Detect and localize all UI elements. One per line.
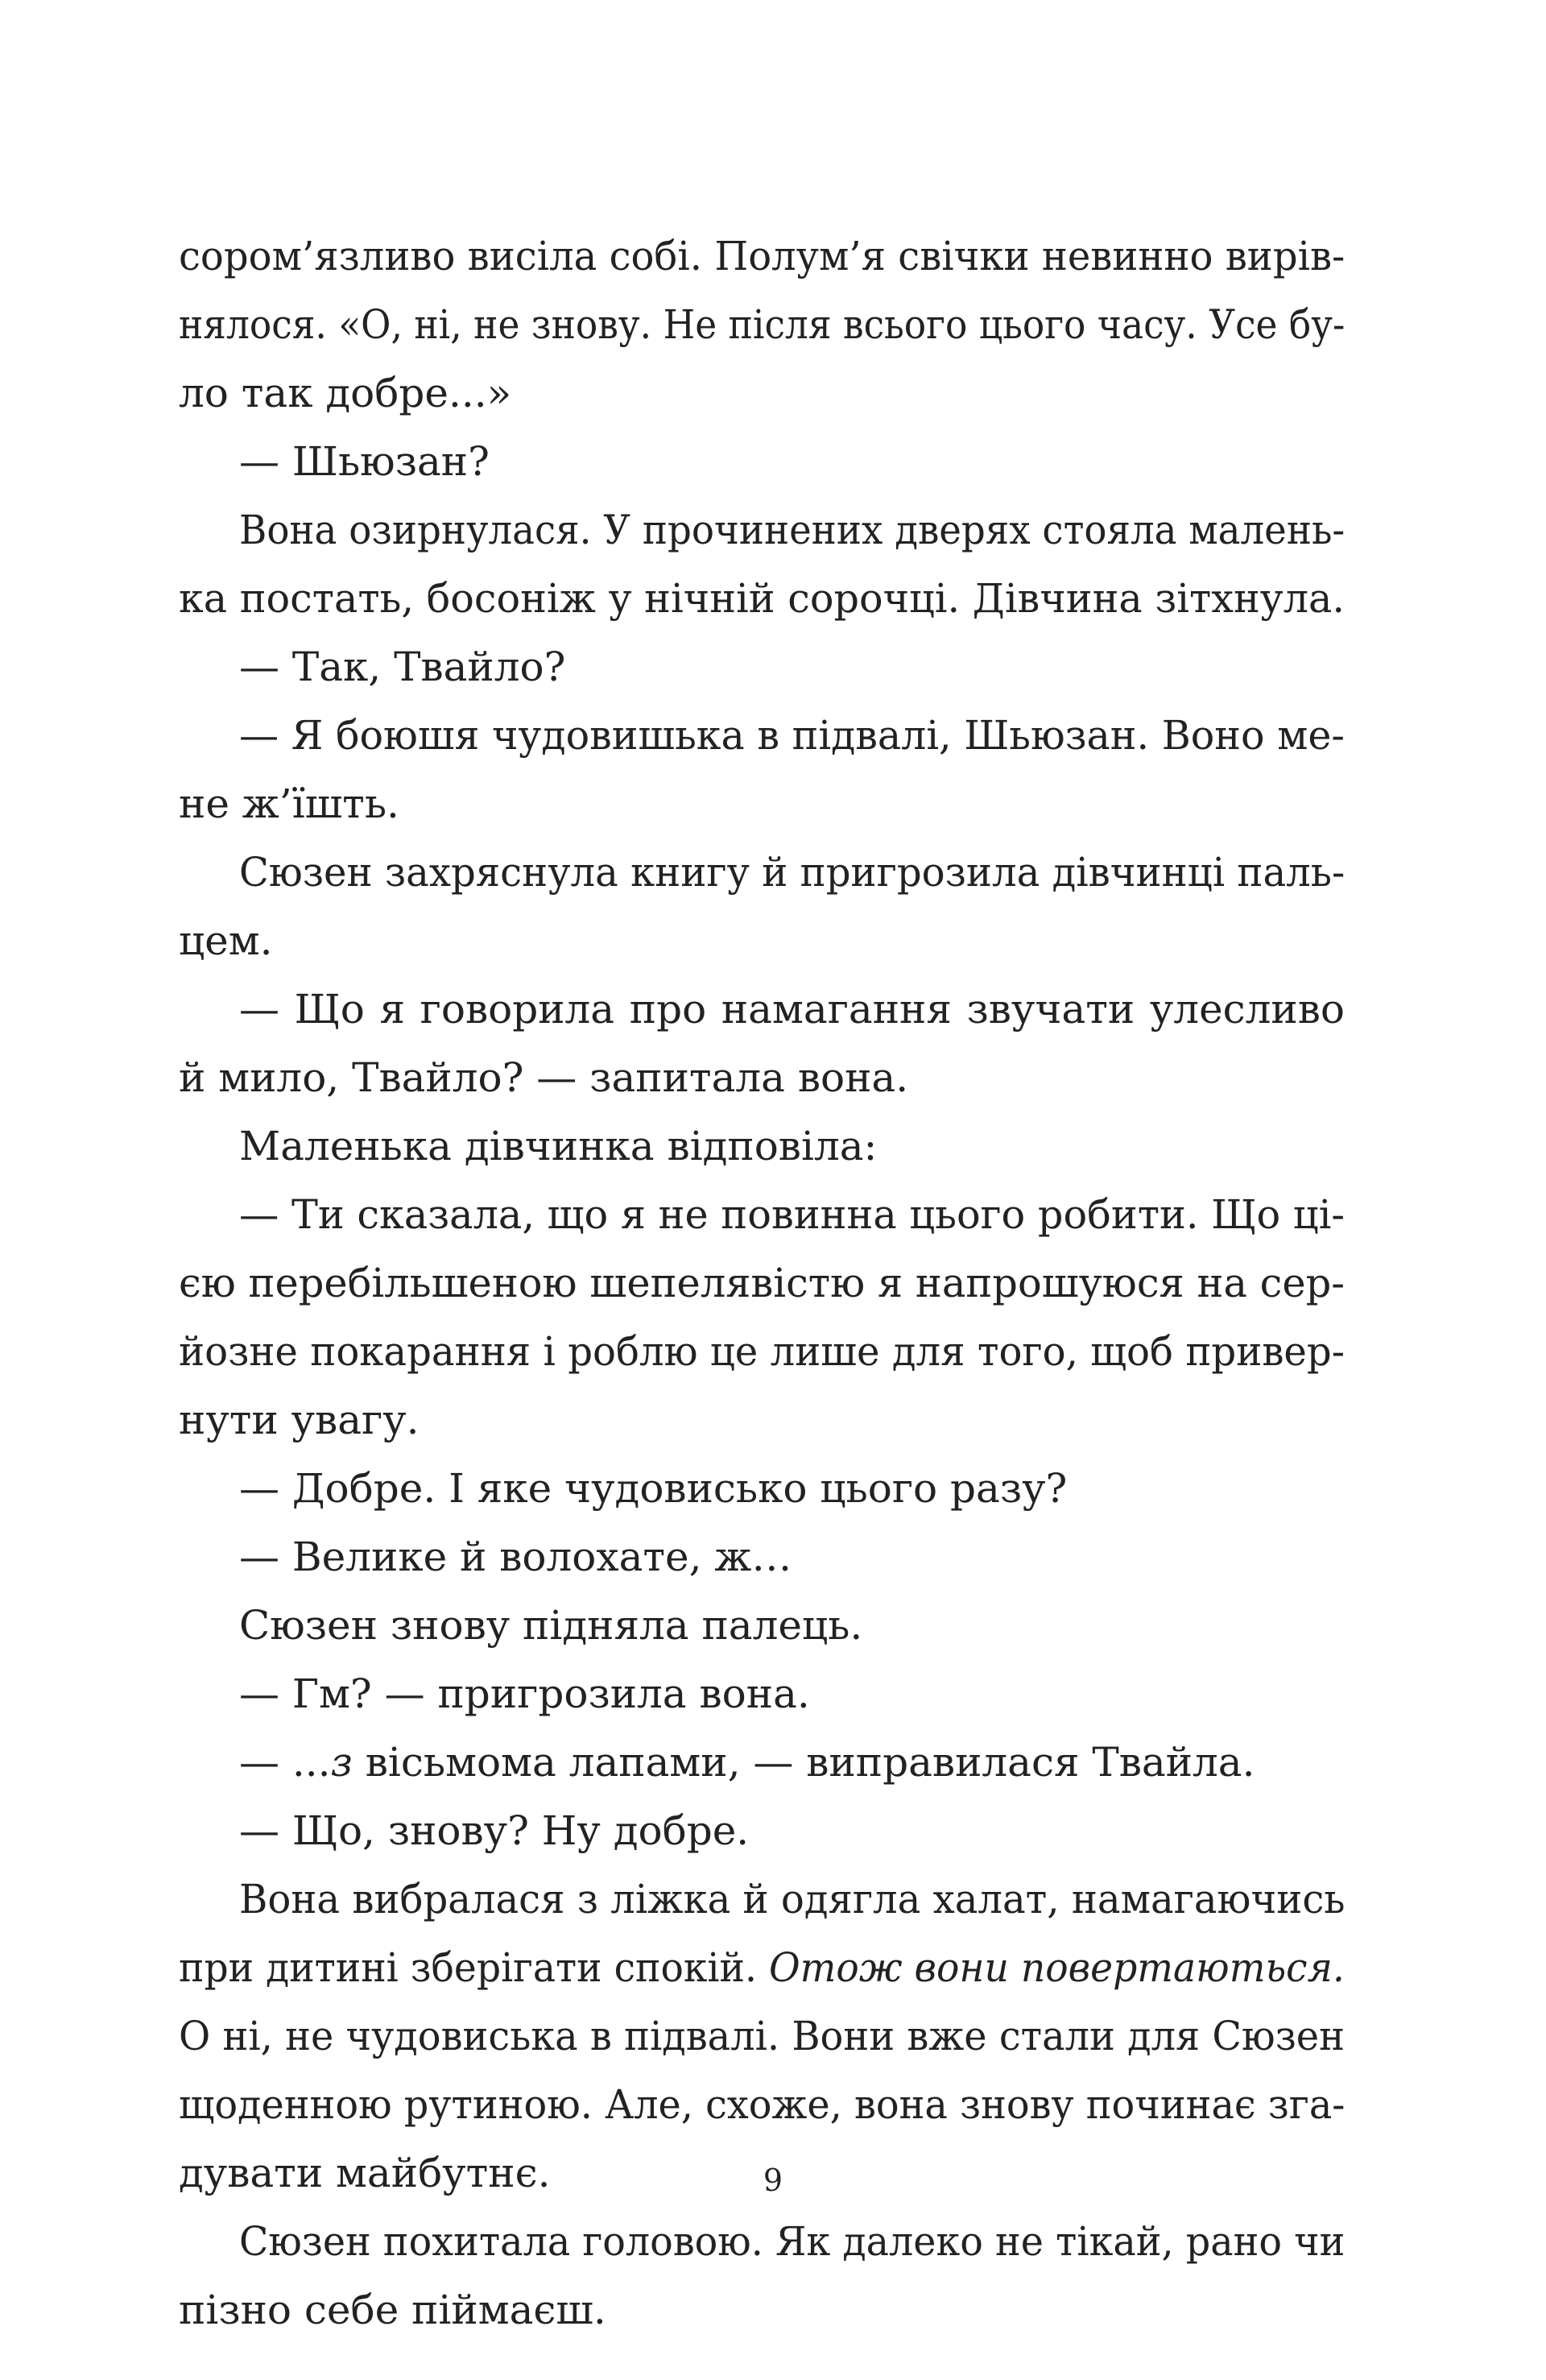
text-line: йозне покарання і роблю це лише для того, щоб привер- [179, 1328, 1345, 1375]
text-line: — Що я говорила про намагання звучати улесливо [239, 986, 1345, 1033]
text-run: при дитині зберігати спокій. [179, 1944, 769, 1991]
text-line: Маленька дівчинка відповіла: [239, 1123, 878, 1169]
italic-text-run: з [330, 1739, 353, 1786]
text-line: щоденною рутиною. Але, схоже, вона знову починає зга- [179, 2081, 1346, 2128]
italic-text-run: Отож вони повертаються. [768, 1944, 1345, 1991]
text-line: дувати майбутнє. [179, 2150, 551, 2196]
text-line: — Я боюшя чудовишька в підвалі, Шьюзан. Воно ме- [239, 712, 1345, 759]
text-line: — Шьюзан? [239, 438, 490, 485]
text-line: Вона вибралася з ліжка й одягла халат, намагаючись [239, 1876, 1346, 1923]
text-line: — Ти сказала, що я не повинна цього робити. Що ці- [239, 1191, 1346, 1238]
text-run: — ... [239, 1739, 331, 1786]
text-line: Сюзен похитала головою. Як далеко не тікай, рано чи [239, 2218, 1346, 2265]
text-line: — Так, Твайло? [239, 644, 566, 690]
text-line [239, 1738, 1255, 1786]
text-line: ка постать, босоніж у нічній сорочці. Дівчина зітхнула. [179, 575, 1345, 622]
text-line: цем. [179, 917, 273, 964]
text-line: — Гм? — пригрозила вона. [239, 1670, 810, 1717]
text-line: — Що, знову? Ну добре. [239, 1807, 750, 1854]
text-line: О ні, не чудовиська в підвалі. Вони вже стали для Сюзен [179, 2013, 1345, 2059]
text-run: вісьмома лапами, — виправилася Твайла. [352, 1739, 1255, 1786]
text-line: ло так добре...» [179, 370, 512, 416]
page-number: 9 [763, 2163, 783, 2198]
text-line: Сюзен знову підняла палець. [239, 1602, 863, 1649]
text-line: сором’язливо висіла собі. Полум’я свічки невинно вирів- [179, 233, 1346, 279]
text-line [179, 1943, 1345, 1992]
text-line: Сюзен захряснула книгу й пригрозила дівчинці паль- [239, 849, 1346, 896]
text-line: й мило, Твайло? — запитала вона. [179, 1054, 909, 1101]
text-line: — Добре. І яке чудовисько цього разу? [239, 1465, 1068, 1512]
text-line: нути увагу. [179, 1397, 420, 1443]
text-line: Вона озирнулася. У прочинених дверях стояла малень- [239, 507, 1346, 553]
text-line: не ж’їшть. [179, 780, 399, 827]
text-line: — Велике й волохате, ж… [239, 1534, 792, 1580]
text-line: пізно себе піймаєш. [179, 2287, 606, 2333]
text-line: нялося. «О, ні, не знову. Не після всього цього часу. Усе бу- [179, 301, 1346, 348]
text-line: єю перебільшеною шепелявістю я напрошуюся на сер- [179, 1260, 1345, 1306]
